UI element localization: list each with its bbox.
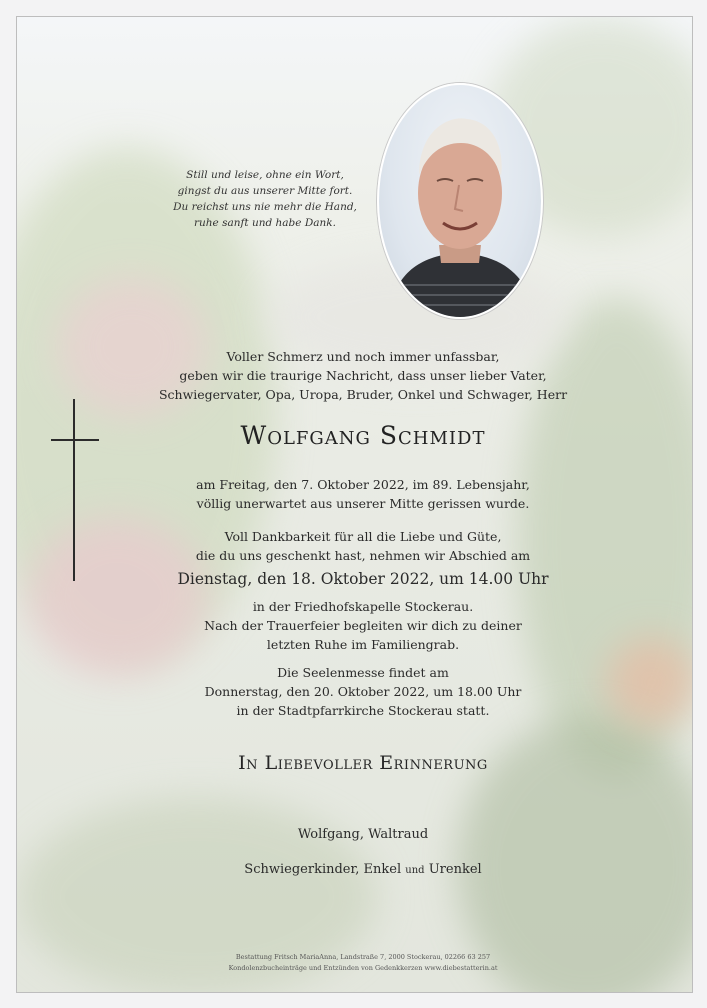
- intro-line: geben wir die traurige Nachricht, dass unser lieber Vater,: [179, 368, 547, 383]
- poem: [165, 167, 365, 231]
- cross-vertical-bar: [73, 399, 75, 581]
- intro-line: Voller Schmerz und noch immer unfassbar,: [226, 349, 500, 364]
- place-line: in der Friedhofskapelle Stockerau.: [252, 599, 474, 614]
- cross-horizontal-bar: [51, 439, 99, 441]
- poem-line: ruhe sanft und habe Dank.: [194, 217, 336, 229]
- intro-line: Schwiegervater, Opa, Uropa, Bruder, Onkel und Schwager, Herr: [158, 387, 568, 402]
- thanks-line: Voll Dankbarkeit für all die Liebe und Güte,: [224, 529, 502, 544]
- funeral-home-footer: [133, 952, 593, 974]
- place-line: Nach der Trauerfeier begleiten wir dich zu deiner: [204, 618, 522, 633]
- place-line: letzten Ruhe im Familiengrab.: [266, 637, 460, 652]
- poem-line: gingst du aus unserer Mitte fort.: [177, 185, 353, 197]
- mass-line: in der Stadtpfarrkirche Stockerau statt.: [236, 703, 490, 718]
- thanks-line: die du uns geschenkt hast, nehmen wir Abschied am: [195, 548, 531, 563]
- obituary-card: [16, 16, 693, 993]
- relatives-part-1: Schwiegerkinder, Enkel: [244, 862, 402, 877]
- poem-line: Du reichst uns nie mehr die Hand,: [173, 201, 357, 213]
- funeral-date: Dienstag, den 18. Oktober 2022, um 14.00 Uhr: [177, 570, 549, 588]
- death-line: völlig unerwartet aus unserer Mitte gerissen wurde.: [196, 496, 530, 511]
- footer-website: Kondolenzbucheinträge und Entzünden von Gedenkkerzen www.diebestatterin.at: [228, 964, 498, 972]
- memorial-mass: [133, 663, 593, 720]
- portrait-photo: [377, 83, 543, 319]
- mass-line: Donnerstag, den 20. Oktober 2022, um 18.00 Uhr: [204, 684, 522, 699]
- memory-heading: In Liebevoller Erinnerung: [238, 752, 488, 774]
- cross-icon: [51, 399, 99, 581]
- funeral-place: [133, 597, 593, 654]
- thanks-text: [133, 527, 593, 565]
- relatives-line: [133, 860, 593, 881]
- death-details: [133, 475, 593, 513]
- mass-line: Die Seelenmesse findet am: [277, 665, 449, 680]
- death-line: am Freitag, den 7. Oktober 2022, im 89. Lebensjahr,: [196, 477, 530, 492]
- garden-background-flowers: [607, 637, 693, 727]
- footer-address: Bestattung Fritsch MariaAnna, Landstraße 7, 2000 Stockerau, 02266 63 257: [235, 953, 491, 961]
- poem-line: Still und leise, ohne ein Wort,: [186, 169, 344, 181]
- deceased-name: Wolfgang Schmidt: [240, 421, 486, 450]
- relatives-connector: und: [405, 865, 425, 876]
- announcement-intro: [133, 347, 593, 404]
- mourners-names: Wolfgang, Waltraud: [297, 827, 429, 842]
- portrait-illustration: [379, 85, 541, 317]
- relatives-part-2: Urenkel: [428, 862, 482, 877]
